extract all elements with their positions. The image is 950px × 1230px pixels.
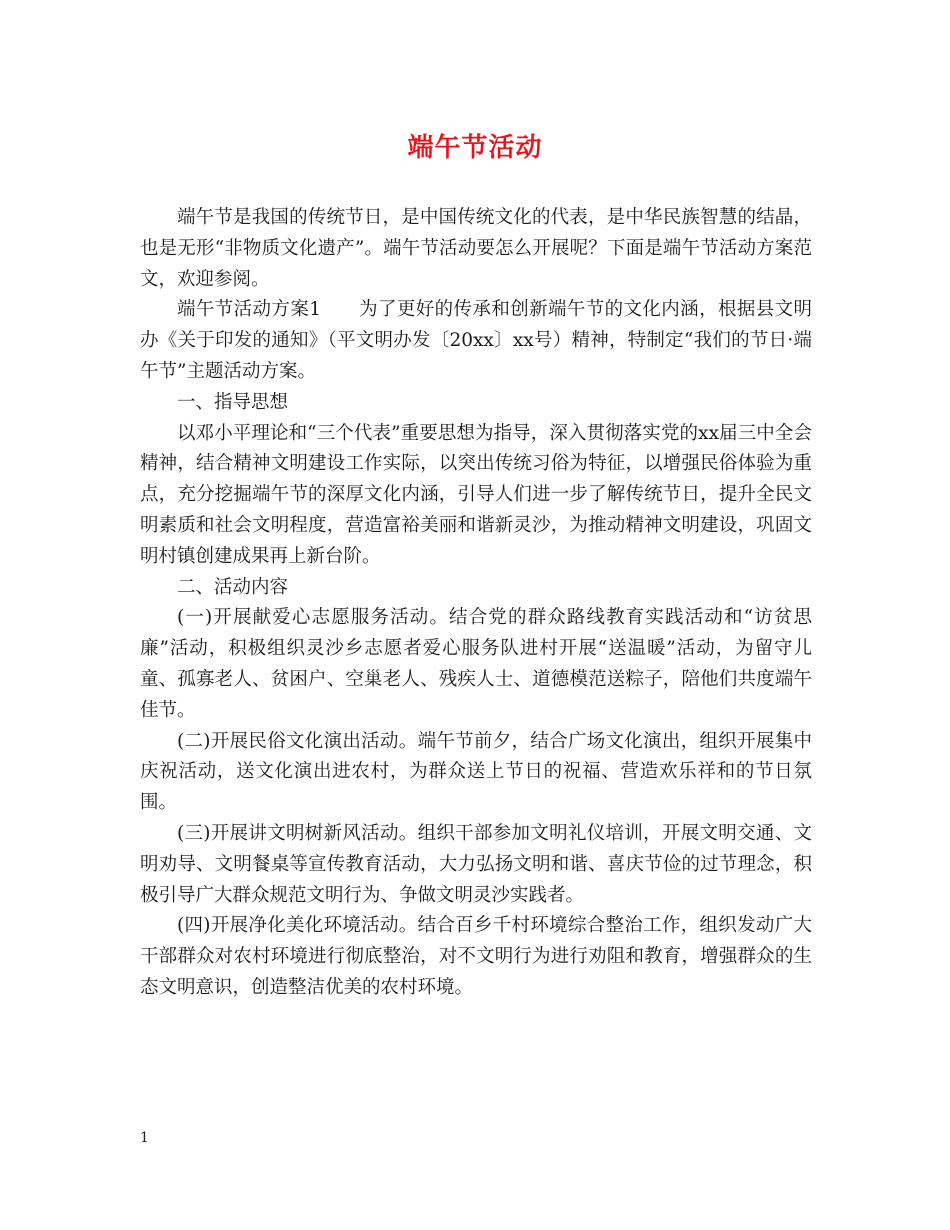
plan-intro-paragraph: 端午节活动方案1 为了更好的传承和创新端午节的文化内涵，根据县文明办《关于印发的通知》（平文明办发〔20xx〕xx号）精神，特制定“我们的节日·端午节”主题活动方案。 [140, 299, 812, 382]
section-heading-activity-content: 二、活动内容 [177, 576, 289, 598]
section-heading-guiding-ideology: 一、指导思想 [177, 391, 289, 413]
activity-item-2: (二)开展民俗文化演出活动。端午节前夕，结合广场文化演出，组织开展集中庆祝活动，送文化演出进农村，为群众送上节日的祝福、营造欢乐祥和的节日氛围。 [140, 730, 812, 814]
page-number: 1 [140, 1130, 149, 1146]
activity-item-1: (一)开展献爱心志愿服务活动。结合党的群众路线教育实践活动和“访贫思廉”活动，积极组织灵沙乡志愿者爱心服务队进村开展“送温暖”活动，为留守儿童、孤寡老人、贫困户、空巢老人、残疾人士、道德模范送粽子，陪他们共度端午佳节。 [140, 607, 812, 721]
activity-item-4: (四)开展净化美化环境活动。结合百乡千村环境综合整治工作，组织发动广大干部群众对农村环境进行彻底整治，对不文明行为进行劝阻和教育，增强群众的生态文明意识，创造整洁优美的农村环境。 [140, 915, 812, 998]
document-body [140, 203, 812, 1004]
guiding-ideology-paragraph: 以邓小平理论和“三个代表”重要思想为指导，深入贯彻落实党的xx届三中全会精神，结合精神文明建设工作实际，以突出传统习俗为特征，以增强民俗体验为重点，充分挖掘端午节的深厚文化内涵，引导人们进一步了解传统节日，提升全民文明素质和社会文明程度，营造富裕美丽和谐新灵沙，为推动精神文明建设，巩固文明村镇创建成果再上新台阶。 [140, 422, 812, 567]
document-title: 端午节活动 [407, 133, 543, 163]
intro-paragraph: 端午节是我国的传统节日，是中国传统文化的代表，是中华民族智慧的结晶，也是无形“非物质文化遗产”。端午节活动要怎么开展呢？下面是端午节活动方案范文，欢迎参阅。 [140, 207, 812, 290]
activity-item-3: (三)开展讲文明树新风活动。组织干部参加文明礼仪培训，开展文明交通、文明劝导、文明餐桌等宣传教育活动，大力弘扬文明和谐、喜庆节俭的过节理念，积极引导广大群众规范文明行为、争做文明灵沙实践者。 [140, 822, 812, 906]
